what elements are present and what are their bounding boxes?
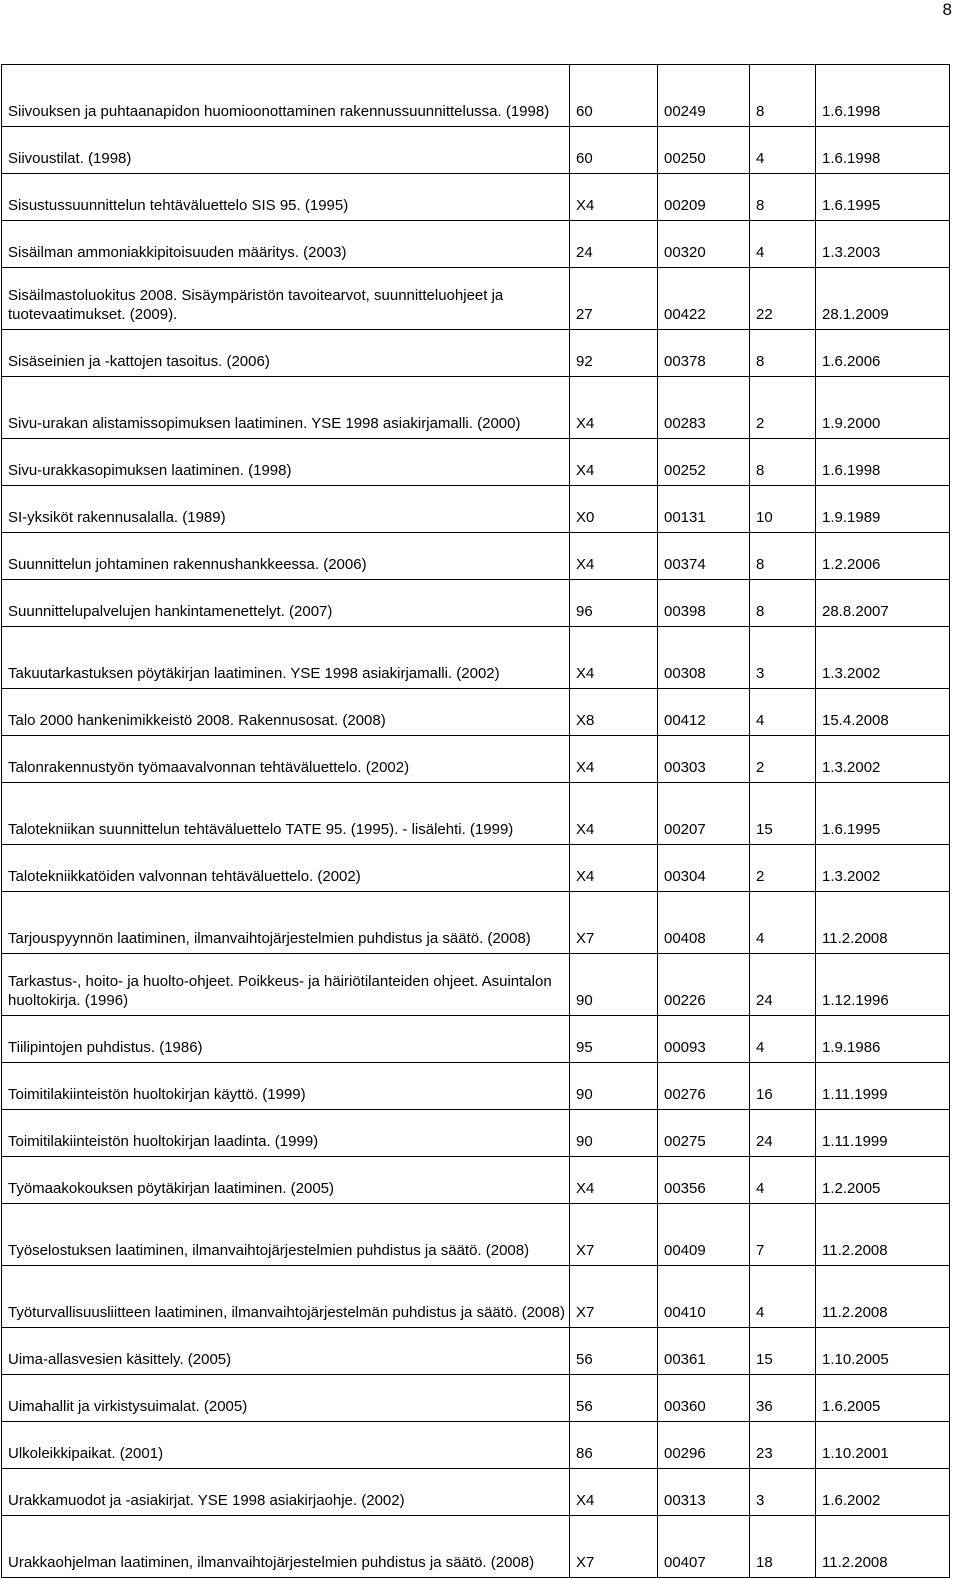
publication-title: Takuutarkastuksen pöytäkirjan laatiminen. YSE 1998 asiakirjamalli. (2002) — [2, 627, 570, 689]
publication-title: Talotekniikkatöiden valvonnan tehtäväluettelo. (2002) — [2, 845, 570, 892]
publication-code: 00207 — [658, 783, 750, 845]
publication-group: X4 — [570, 736, 658, 783]
publication-group: X8 — [570, 689, 658, 736]
publication-group: 95 — [570, 1016, 658, 1063]
publication-title: Tarkastus-, hoito- ja huolto-ohjeet. Poikkeus- ja häiriötilanteiden ohjeet. Asuintalon huoltokirja. (1996) — [2, 954, 570, 1016]
publication-code: 00283 — [658, 377, 750, 439]
publication-code: 00131 — [658, 486, 750, 533]
publication-date: 1.6.1998 — [816, 65, 950, 127]
publication-title: Sivu-urakan alistamissopimuksen laatiminen. YSE 1998 asiakirjamalli. (2000) — [2, 377, 570, 439]
publication-date: 11.2.2008 — [816, 1266, 950, 1328]
publication-pages: 36 — [750, 1375, 816, 1422]
publication-group: X7 — [570, 1204, 658, 1266]
publication-group: X4 — [570, 627, 658, 689]
publication-code: 00409 — [658, 1204, 750, 1266]
publication-group: 27 — [570, 268, 658, 330]
publication-title: Ulkoleikkipaikat. (2001) — [2, 1422, 570, 1469]
publication-code: 00209 — [658, 174, 750, 221]
publication-title: Työselostuksen laatiminen, ilmanvaihtojärjestelmien puhdistus ja säätö. (2008) — [2, 1204, 570, 1266]
publication-pages: 4 — [750, 1157, 816, 1204]
publication-group: 60 — [570, 65, 658, 127]
publication-pages: 18 — [750, 1516, 816, 1578]
publication-code: 00374 — [658, 533, 750, 580]
publication-title: Sisustussuunnittelun tehtäväluettelo SIS 95. (1995) — [2, 174, 570, 221]
publication-group: 60 — [570, 127, 658, 174]
table-row — [2, 892, 950, 954]
publication-table — [1, 64, 950, 1578]
publication-title: Tarjouspyynnön laatiminen, ilmanvaihtojärjestelmien puhdistus ja säätö. (2008) — [2, 892, 570, 954]
publication-code: 00320 — [658, 221, 750, 268]
publication-code: 00360 — [658, 1375, 750, 1422]
publication-group: X4 — [570, 174, 658, 221]
publication-code: 00093 — [658, 1016, 750, 1063]
publication-pages: 10 — [750, 486, 816, 533]
table-row — [2, 689, 950, 736]
publication-date: 1.6.2005 — [816, 1375, 950, 1422]
publication-code: 00408 — [658, 892, 750, 954]
publication-code: 00304 — [658, 845, 750, 892]
publication-group: X4 — [570, 533, 658, 580]
publication-date: 1.11.1999 — [816, 1110, 950, 1157]
publication-code: 00410 — [658, 1266, 750, 1328]
publication-date: 1.6.2002 — [816, 1469, 950, 1516]
table-row — [2, 783, 950, 845]
publication-group: 92 — [570, 330, 658, 377]
publication-code: 00398 — [658, 580, 750, 627]
table-row — [2, 533, 950, 580]
publication-pages: 8 — [750, 174, 816, 221]
publication-pages: 24 — [750, 954, 816, 1016]
table-row — [2, 486, 950, 533]
publication-title: Urakkaohjelman laatiminen, ilmanvaihtojärjestelmien puhdistus ja säätö. (2008) — [2, 1516, 570, 1578]
publication-date: 1.6.1998 — [816, 127, 950, 174]
publication-date: 15.4.2008 — [816, 689, 950, 736]
publication-group: X4 — [570, 439, 658, 486]
publication-group: 96 — [570, 580, 658, 627]
publication-code: 00252 — [658, 439, 750, 486]
publication-group: 90 — [570, 1063, 658, 1110]
publication-pages: 4 — [750, 892, 816, 954]
table-row — [2, 1157, 950, 1204]
publication-pages: 8 — [750, 439, 816, 486]
publication-pages: 24 — [750, 1110, 816, 1157]
publication-code: 00276 — [658, 1063, 750, 1110]
publication-group: X4 — [570, 1157, 658, 1204]
publication-title: Siivouksen ja puhtaanapidon huomioonottaminen rakennussuunnittelussa. (1998) — [2, 65, 570, 127]
publication-code: 00275 — [658, 1110, 750, 1157]
publication-pages: 4 — [750, 221, 816, 268]
publication-title: Sisäilmastoluokitus 2008. Sisäympäristön tavoitearvot, suunnitteluohjeet ja tuotevaatimukset. (2009). — [2, 268, 570, 330]
publication-date: 11.2.2008 — [816, 892, 950, 954]
publication-pages: 8 — [750, 65, 816, 127]
publication-group: X0 — [570, 486, 658, 533]
publication-date: 1.9.1989 — [816, 486, 950, 533]
publication-group: X7 — [570, 1266, 658, 1328]
publication-code: 00250 — [658, 127, 750, 174]
table-body — [2, 65, 950, 1578]
publication-title: Työturvallisuusliitteen laatiminen, ilmanvaihtojärjestelmän puhdistus ja säätö. (2008) — [2, 1266, 570, 1328]
publication-title: Tiilipintojen puhdistus. (1986) — [2, 1016, 570, 1063]
publication-code: 00296 — [658, 1422, 750, 1469]
publication-pages: 4 — [750, 1016, 816, 1063]
publication-pages: 4 — [750, 1266, 816, 1328]
table-row — [2, 1110, 950, 1157]
publication-title: Sisäilman ammoniakkipitoisuuden määritys. (2003) — [2, 221, 570, 268]
publication-date: 28.1.2009 — [816, 268, 950, 330]
publication-group: X4 — [570, 783, 658, 845]
publication-group: 24 — [570, 221, 658, 268]
publication-group: 86 — [570, 1422, 658, 1469]
publication-pages: 4 — [750, 127, 816, 174]
publication-code: 00407 — [658, 1516, 750, 1578]
publication-pages: 2 — [750, 377, 816, 439]
publication-title: Toimitilakiinteistön huoltokirjan laadinta. (1999) — [2, 1110, 570, 1157]
publication-pages: 8 — [750, 330, 816, 377]
table-row — [2, 1328, 950, 1375]
publication-code: 00308 — [658, 627, 750, 689]
publication-pages: 2 — [750, 736, 816, 783]
table-row — [2, 330, 950, 377]
publication-title: Sisäseinien ja -kattojen tasoitus. (2006) — [2, 330, 570, 377]
publication-group: 90 — [570, 1110, 658, 1157]
publication-pages: 15 — [750, 783, 816, 845]
publication-title: SI-yksiköt rakennusalalla. (1989) — [2, 486, 570, 533]
table-row — [2, 954, 950, 1016]
table-row — [2, 627, 950, 689]
publication-pages: 23 — [750, 1422, 816, 1469]
publication-date: 11.2.2008 — [816, 1204, 950, 1266]
table-row — [2, 1516, 950, 1578]
publication-date: 1.9.1986 — [816, 1016, 950, 1063]
publication-date: 1.10.2005 — [816, 1328, 950, 1375]
table-row — [2, 174, 950, 221]
publication-title: Työmaakokouksen pöytäkirjan laatiminen. (2005) — [2, 1157, 570, 1204]
table-row — [2, 1016, 950, 1063]
publication-group: X7 — [570, 892, 658, 954]
publication-pages: 15 — [750, 1328, 816, 1375]
table-row — [2, 1204, 950, 1266]
publication-pages: 8 — [750, 533, 816, 580]
table-row — [2, 845, 950, 892]
publication-title: Talonrakennustyön työmaavalvonnan tehtäväluettelo. (2002) — [2, 736, 570, 783]
publication-date: 1.6.1995 — [816, 174, 950, 221]
publication-group: X7 — [570, 1516, 658, 1578]
publication-date: 1.9.2000 — [816, 377, 950, 439]
publication-pages: 7 — [750, 1204, 816, 1266]
publication-date: 1.11.1999 — [816, 1063, 950, 1110]
publication-date: 1.3.2003 — [816, 221, 950, 268]
table-row — [2, 268, 950, 330]
publication-group: X4 — [570, 845, 658, 892]
table-row — [2, 127, 950, 174]
publication-title: Suunnittelupalvelujen hankintamenettelyt. (2007) — [2, 580, 570, 627]
publication-date: 1.3.2002 — [816, 845, 950, 892]
publication-code: 00303 — [658, 736, 750, 783]
publication-date: 1.6.2006 — [816, 330, 950, 377]
publication-pages: 2 — [750, 845, 816, 892]
publication-title: Toimitilakiinteistön huoltokirjan käyttö. (1999) — [2, 1063, 570, 1110]
table-row — [2, 65, 950, 127]
publication-pages: 22 — [750, 268, 816, 330]
publication-date: 1.10.2001 — [816, 1422, 950, 1469]
page-number: 8 — [942, 0, 952, 19]
publication-code: 00356 — [658, 1157, 750, 1204]
publication-date: 1.3.2002 — [816, 627, 950, 689]
table-row — [2, 1063, 950, 1110]
publication-date: 1.12.1996 — [816, 954, 950, 1016]
publication-date: 1.2.2005 — [816, 1157, 950, 1204]
publication-code: 00422 — [658, 268, 750, 330]
table-row — [2, 1375, 950, 1422]
table-row — [2, 439, 950, 486]
publication-group: 56 — [570, 1375, 658, 1422]
publication-title: Urakkamuodot ja -asiakirjat. YSE 1998 asiakirjaohje. (2002) — [2, 1469, 570, 1516]
publication-title: Talotekniikan suunnittelun tehtäväluettelo TATE 95. (1995). - lisälehti. (1999) — [2, 783, 570, 845]
publication-pages: 3 — [750, 1469, 816, 1516]
publication-code: 00249 — [658, 65, 750, 127]
publication-group: X4 — [570, 1469, 658, 1516]
publication-title: Uima-allasvesien käsittely. (2005) — [2, 1328, 570, 1375]
publication-date: 1.6.1995 — [816, 783, 950, 845]
publication-date: 28.8.2007 — [816, 580, 950, 627]
publication-code: 00378 — [658, 330, 750, 377]
table-row — [2, 580, 950, 627]
publication-pages: 4 — [750, 689, 816, 736]
table-row — [2, 736, 950, 783]
publication-pages: 8 — [750, 580, 816, 627]
table-row — [2, 1469, 950, 1516]
publication-code: 00412 — [658, 689, 750, 736]
publication-group: 56 — [570, 1328, 658, 1375]
publication-title: Suunnittelun johtaminen rakennushankkeessa. (2006) — [2, 533, 570, 580]
table-row — [2, 1422, 950, 1469]
publication-date: 11.2.2008 — [816, 1516, 950, 1578]
publication-date: 1.3.2002 — [816, 736, 950, 783]
publication-group: X4 — [570, 377, 658, 439]
publication-date: 1.2.2006 — [816, 533, 950, 580]
publication-title: Sivu-urakkasopimuksen laatiminen. (1998) — [2, 439, 570, 486]
publication-date: 1.6.1998 — [816, 439, 950, 486]
table-row — [2, 1266, 950, 1328]
publication-pages: 16 — [750, 1063, 816, 1110]
publication-code: 00313 — [658, 1469, 750, 1516]
publication-pages: 3 — [750, 627, 816, 689]
publication-title: Uimahallit ja virkistysuimalat. (2005) — [2, 1375, 570, 1422]
table-row — [2, 221, 950, 268]
table-row — [2, 377, 950, 439]
publication-code: 00361 — [658, 1328, 750, 1375]
publication-title: Talo 2000 hankenimikkeistö 2008. Rakennusosat. (2008) — [2, 689, 570, 736]
publication-code: 00226 — [658, 954, 750, 1016]
publication-title: Siivoustilat. (1998) — [2, 127, 570, 174]
publication-group: 90 — [570, 954, 658, 1016]
